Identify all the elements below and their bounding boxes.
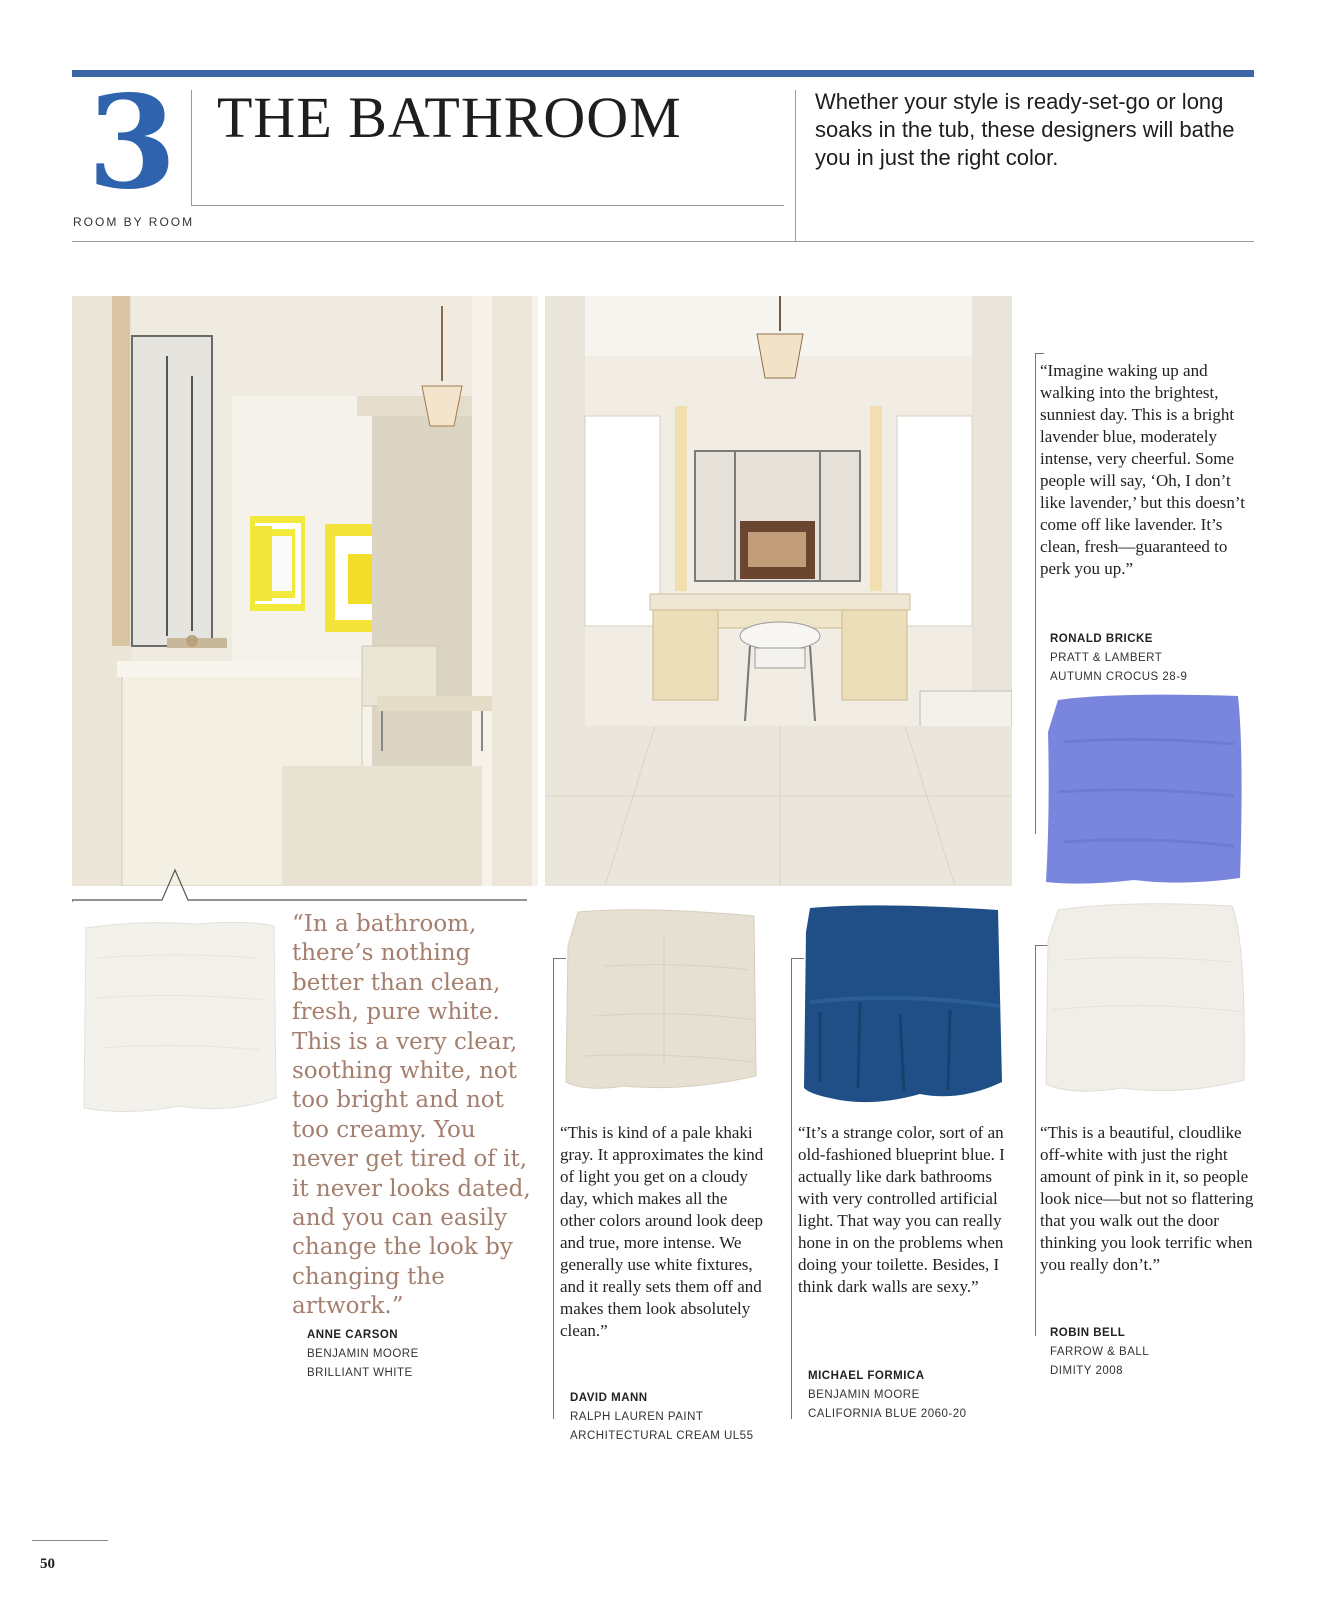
designer-name: MICHAEL FORMICA xyxy=(808,1370,925,1382)
divider xyxy=(795,90,796,242)
quote-ronald-bricke: “Imagine waking up and walking into the brightest, sunniest day. This is a bright lavender blue, moderately intense, very cheerful. Some people will say, ‘Oh, I don’t like lavender,’ but this doesn’t come off like lavender. It’s clean, fresh—guaranteed to perk you up.” xyxy=(1040,361,1246,578)
paint-color-name: CALIFORNIA BLUE 2060-20 xyxy=(808,1408,967,1420)
intro-text: Whether your style is ready-set-go or long soaks in the tub, these designers will bathe you in just the right color. xyxy=(815,89,1235,170)
designer-name: DAVID MANN xyxy=(570,1392,648,1404)
bathroom-photo-right-illustration xyxy=(545,296,1012,886)
paint-swatch-architectural-cream xyxy=(564,906,759,1096)
designer-name: ANNE CARSON xyxy=(307,1329,399,1341)
bathroom-photo-right xyxy=(545,296,1012,886)
bathroom-photo-left xyxy=(72,296,538,886)
paint-brand: FARROW & BALL xyxy=(1050,1346,1150,1358)
divider xyxy=(191,205,784,206)
quote-david-mann: “This is kind of a pale khaki gray. It approximates the kind of light you get on a cloudy day, which makes all the other colors around look deep and true, more intense. We generally use white fixtures, and it really sets them off and makes them look absolutely clean.” xyxy=(560,1123,764,1340)
top-rule xyxy=(72,70,1254,77)
paint-brand: BENJAMIN MOORE xyxy=(808,1389,920,1401)
paint-brand: PRATT & LAMBERT xyxy=(1050,652,1163,664)
paint-swatch-dimity xyxy=(1042,900,1247,1100)
paint-color-name: ARCHITECTURAL CREAM UL55 xyxy=(570,1430,754,1442)
paint-swatch-brilliant-white xyxy=(78,918,278,1118)
designer-name: ROBIN BELL xyxy=(1050,1327,1126,1339)
quote-robin-bell: “This is a beautiful, cloudlike off-white with just the right amount of pink in it, so people look nice—but not so flattering that you walk out the door thinking you look terrific when you really don’t.” xyxy=(1040,1123,1254,1274)
divider xyxy=(72,241,1254,242)
designer-name: RONALD BRICKE xyxy=(1050,633,1153,645)
section-number: 3 xyxy=(87,68,177,218)
quote-michael-formica: “It’s a strange color, sort of an old-fashioned blueprint blue. I actually like dark bathrooms with very controlled artificial light. That way you can really hone in on the problems when doing your toilette. Besides, I think dark walls are sexy.” xyxy=(798,1123,1005,1296)
section-kicker: ROOM BY ROOM xyxy=(73,215,195,229)
paint-brand: BENJAMIN MOORE xyxy=(307,1348,419,1360)
paint-color-name: DIMITY 2008 xyxy=(1050,1365,1124,1377)
paint-color-name: BRILLIANT WHITE xyxy=(307,1367,413,1379)
paint-swatch-autumn-crocus xyxy=(1044,692,1244,886)
callout-pointer xyxy=(72,866,532,906)
page-title: THE BATHROOM xyxy=(217,85,682,150)
footer-rule xyxy=(32,1540,108,1541)
pull-quote-anne-carson: “In a bathroom, there’s nothing better than clean, fresh, pure white. This is a very clear, soothing white, not too bright and not too creamy. You never get tired of it, it never looks dated, and you can easily change the look by changing the artwork.” xyxy=(292,911,531,1320)
divider xyxy=(191,90,192,206)
paint-color-name: AUTUMN CROCUS 28-9 xyxy=(1050,671,1188,683)
paint-swatch-california-blue xyxy=(800,902,1005,1112)
page-number: 50 xyxy=(40,1556,55,1572)
bathroom-photo-left-illustration xyxy=(72,296,538,886)
paint-brand: RALPH LAUREN PAINT xyxy=(570,1411,704,1423)
